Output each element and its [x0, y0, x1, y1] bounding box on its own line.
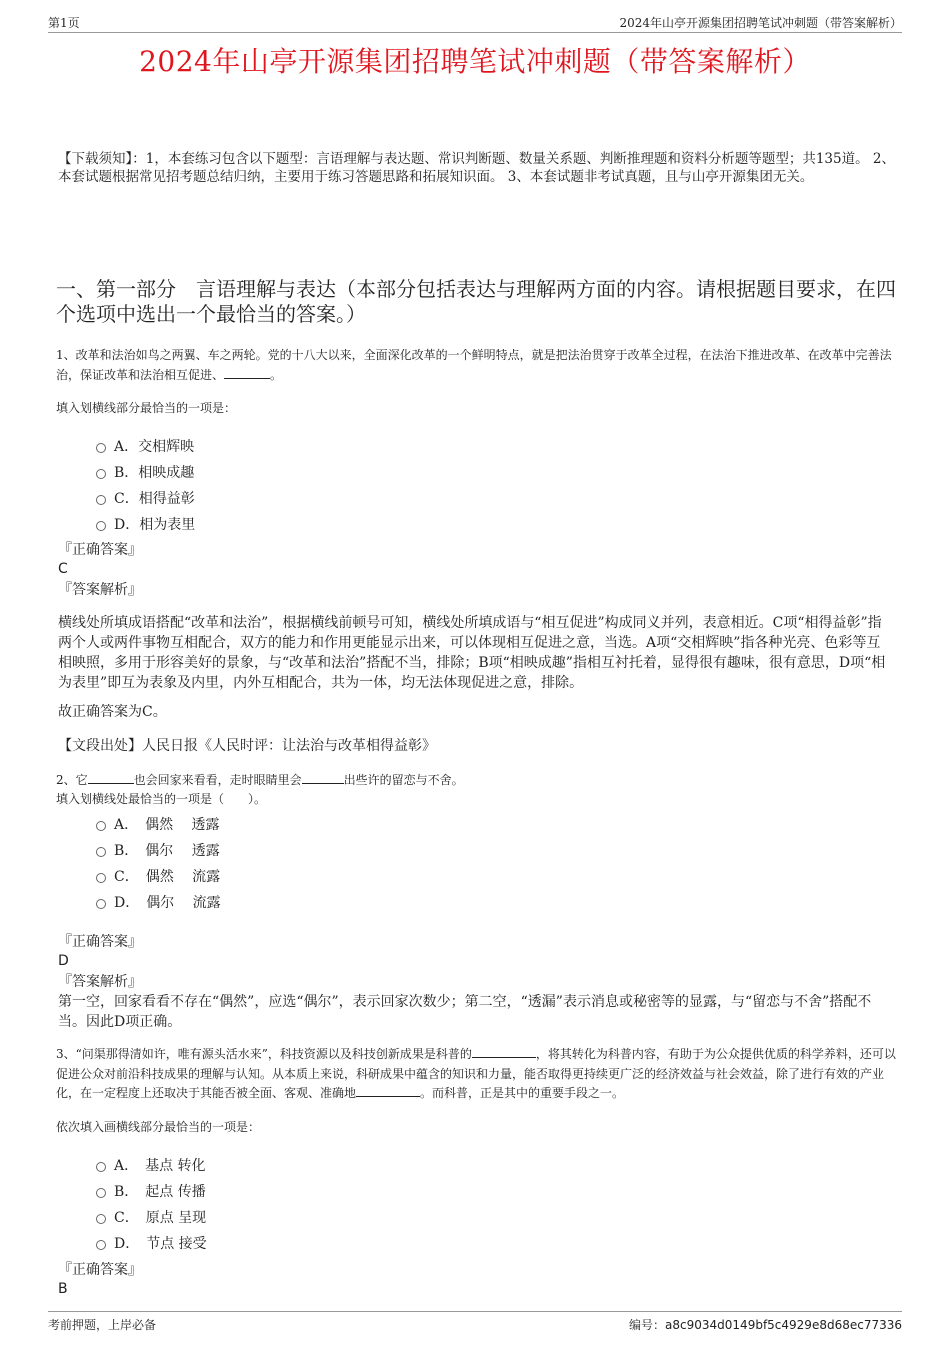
page-number: 第1页: [48, 16, 80, 30]
header-doc-title: 2024年山亭开源集团招聘笔试冲刺题（带答案解析）: [619, 16, 902, 30]
fill-blank: [356, 1096, 420, 1097]
radio-icon[interactable]: [96, 521, 106, 531]
radio-icon[interactable]: [96, 899, 106, 909]
question-3-options: [96, 1152, 207, 1256]
download-notice: 【下载须知】：1，本套练习包含以下题型：言语理解与表达题、常识判断题、数量关系题、判断推理题和资料分析题等题型；共135道。 2、本套试题根据常见招考题总结归纳，主要用于练习答题思路和拓展知识面。 3、本套试题非考试真题，且与山亭开源集团无关。: [58, 151, 895, 185]
question-3-prompt: 依次填入画横线部分最恰当的一项是：: [56, 1120, 261, 1134]
radio-icon[interactable]: [96, 443, 106, 453]
analysis-label: 『答案解析』: [58, 974, 142, 990]
answer-analysis: 横线处所填成语搭配“改革和法治”，根据横线前顿号可知，横线处所填成语与“相互促进”构成同义并列，表意相近。C项“相得益彰”指两个人或两件事物互相配合，双方的能力和作用更能显示出来，可以体现相互促进之意，当选。A项“交相辉映”指各种光亮、色彩等互相映照，多用于形容美好的景象，与“改革和法治”搭配不当，排除；B项“相映成趣”指相互衬托着，显得很有趣味，很有意思，D项“相为表里”即互为表象及内里，内外互相配合，共为一体，均无法体现促进之意，排除。: [58, 615, 886, 691]
radio-icon[interactable]: [96, 495, 106, 505]
radio-icon[interactable]: [96, 469, 106, 479]
radio-icon[interactable]: [96, 847, 106, 857]
text-source: 【文段出处】人民日报《人民时评：让法治与改革相得益彰》: [58, 738, 436, 754]
question-2-stem: 2、它 也会回家来看看，走时眼睛里会 出些许的留恋与不舍。: [56, 773, 464, 787]
option-b[interactable]: B． 起点 传播: [96, 1178, 207, 1204]
option-b[interactable]: B． 偶尔 透露: [96, 837, 221, 863]
option-b[interactable]: B．相映成趣: [96, 459, 195, 485]
question-1-prompt: 填入划横线部分最恰当的一项是：: [56, 401, 237, 415]
option-a[interactable]: A． 偶然 透露: [96, 811, 221, 837]
correct-answer: D: [58, 953, 69, 969]
question-2-prompt: 填入划横线处最恰当的一项是（ ）。: [56, 792, 267, 806]
radio-icon[interactable]: [96, 1162, 106, 1172]
option-c[interactable]: C．相得益彰: [96, 485, 195, 511]
question-2-options: [96, 811, 221, 915]
radio-icon[interactable]: [96, 821, 106, 831]
radio-icon[interactable]: [96, 1240, 106, 1250]
radio-icon[interactable]: [96, 1188, 106, 1198]
answer-conclusion: 故正确答案为C。: [58, 704, 167, 720]
document-title: 2024年山亭开源集团招聘笔试冲刺题（带答案解析）: [139, 45, 811, 78]
option-a[interactable]: A．交相辉映: [96, 433, 195, 459]
option-d[interactable]: D． 偶尔 流露: [96, 889, 221, 915]
answer-analysis: 第一空，回家看看不存在“偶然”，应选“偶尔”，表示回家次数少；第二空，“透漏”表示消息或秘密等的显露，与“留恋与不舍”搭配不当。因此D项正确。: [58, 994, 872, 1030]
correct-answer: B: [58, 1281, 68, 1297]
option-c[interactable]: C． 偶然 流露: [96, 863, 221, 889]
radio-icon[interactable]: [96, 1214, 106, 1224]
correct-answer: C: [58, 561, 68, 577]
fill-blank: [88, 783, 134, 784]
document-code: 编号：a8c9034d0149bf5c4929e8d68ec77336: [629, 1318, 902, 1332]
option-d[interactable]: D． 节点 接受: [96, 1230, 207, 1256]
answer-label: 『正确答案』: [58, 934, 142, 950]
fill-blank: [472, 1057, 536, 1058]
fill-blank: [302, 783, 344, 784]
question-1-stem: 1、改革和法治如鸟之两翼、车之两轮。党的十八大以来，全面深化改革的一个鲜明特点，就是把法治贯穿于改革全过程，在法治下推进改革、在改革中完善法治，保证改革和法治相互促进、 。: [56, 348, 892, 382]
page-header: [48, 10, 902, 33]
option-a[interactable]: A． 基点 转化: [96, 1152, 207, 1178]
page-footer: [48, 1311, 902, 1334]
fill-blank: [224, 378, 270, 379]
option-d[interactable]: D．相为表里: [96, 511, 195, 537]
section-heading: 一、第一部分 言语理解与表达（本部分包括表达与理解两方面的内容。请根据题目要求，在四个选项中选出一个最恰当的答案。）: [56, 277, 896, 326]
question-1-options: [96, 433, 195, 537]
option-c[interactable]: C． 原点 呈现: [96, 1204, 207, 1230]
answer-label: 『正确答案』: [58, 542, 142, 558]
footer-slogan: 考前押题，上岸必备: [48, 1318, 157, 1332]
radio-icon[interactable]: [96, 873, 106, 883]
answer-label: 『正确答案』: [58, 1262, 142, 1278]
analysis-label: 『答案解析』: [58, 582, 142, 598]
question-3-stem: 3、“问渠那得清如许，唯有源头活水来”，科技资源以及科技创新成果是科普的 ，将其转化为科普内容，有助于为公众提供优质的科学养料，还可以促进公众对前沿科技成果的理解与认知。从本质上来说，科研成果中蕴含的知识和力量，能否取得更持续更广泛的经济效益与社会效益，除了进行有效的产业化，在一定程度上还取决于其能否被全面、客观、准确地 。而科普，正是其中的重要手段之一。: [56, 1047, 896, 1100]
